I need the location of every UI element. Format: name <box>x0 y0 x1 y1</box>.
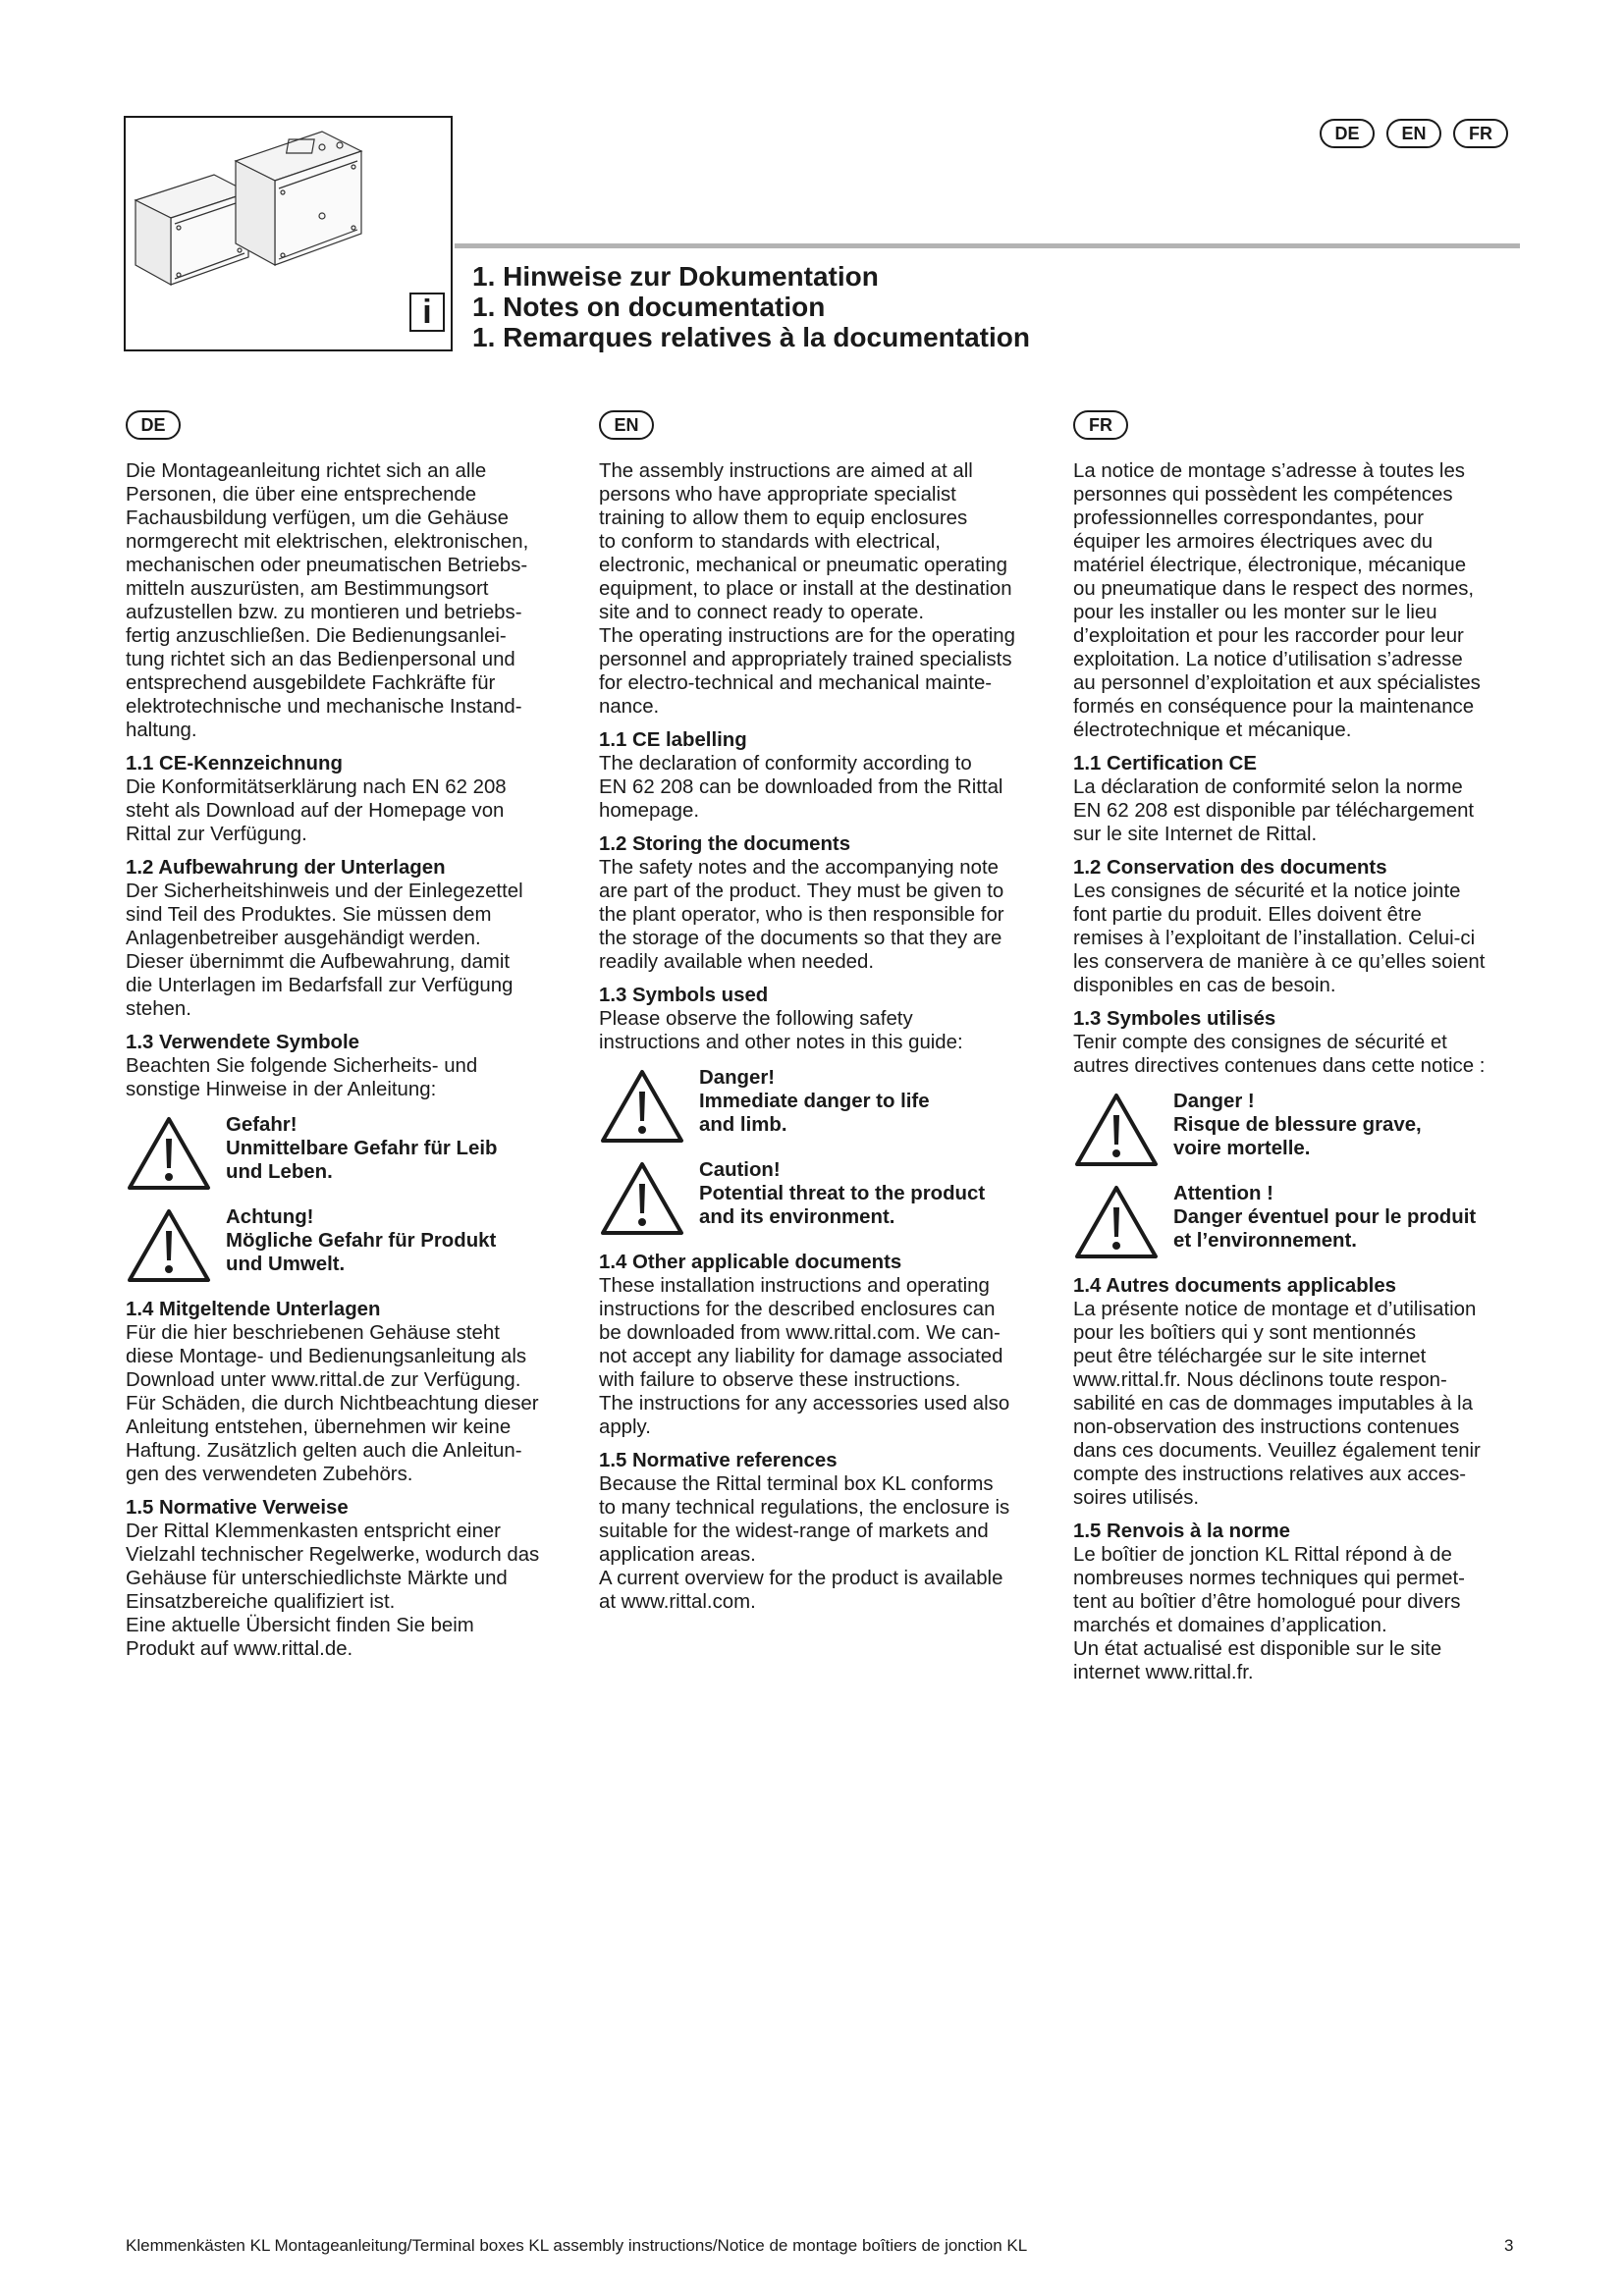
section-1-4-body-line: Haftung. Zusätzlich gelten auch die Anleitun- <box>126 1440 522 1462</box>
section-1-1-body-line: The declaration of conformity according to <box>599 753 972 774</box>
intro-paragraph-line: La notice de montage s’adresse à toutes les <box>1073 460 1466 482</box>
section-1-2-heading: 1.2 Conservation des documents <box>1073 857 1387 879</box>
intro-paragraph-line: mechanischen oder pneumatischen Betriebs- <box>126 555 528 576</box>
section-1-1-heading: 1.1 Certification CE <box>1073 753 1257 774</box>
intro-paragraph-line: to conform to standards with electrical, <box>599 531 941 553</box>
warning-triangle-icon <box>126 1207 212 1284</box>
section-1-4-body <box>126 1321 577 1486</box>
column-de <box>126 410 577 1661</box>
intro-paragraph-line: matériel électrique, électronique, mécanique <box>1073 555 1467 576</box>
section-1-3-body <box>1073 1031 1525 1078</box>
section-1-1-body-line: EN 62 208 est disponible par téléchargement <box>1073 800 1475 822</box>
intro-paragraph-line: nance. <box>599 696 660 718</box>
section-1-4-body-line: peut être téléchargée sur le site internet <box>1073 1346 1427 1367</box>
enclosure-drawing <box>126 118 451 349</box>
intro-paragraph-line: professionnelles correspondantes, pour <box>1073 507 1425 529</box>
footer-text: Klemmenkästen KL Montageanleitung/Terminal boxes KL assembly instructions/Notice de montage boîtiers de jonction KL <box>126 2236 1028 2255</box>
section-1-2-body-line: sind Teil des Produktes. Sie müssen dem <box>126 904 492 926</box>
caution-notice-line: et l’environnement. <box>1173 1230 1357 1252</box>
caution-notice-line: Potential threat to the product <box>699 1183 986 1204</box>
section-1-4-body <box>1073 1298 1525 1510</box>
section-1-3-body <box>599 1007 1051 1054</box>
intro-paragraph-line: aufzustellen bzw. zu montieren und betriebs- <box>126 602 522 623</box>
section-1-1-body-line: steht als Download auf der Homepage von <box>126 800 505 822</box>
intro-paragraph-line: equipment, to place or install at the destination <box>599 578 1012 600</box>
section-1-2-body-line: the storage of the documents so that they are <box>599 928 1002 949</box>
column-fr <box>1073 410 1525 1684</box>
section-1-5-body <box>1073 1543 1525 1684</box>
section-1-4-body-line: www.rittal.fr. Nous déclinons toute respon- <box>1073 1369 1447 1391</box>
intro-paragraph-line: d’exploitation et pour les raccorder pour leur <box>1073 625 1464 647</box>
section-1-2-body-line: font partie du produit. Elles doivent être <box>1073 904 1422 926</box>
section-1-4-body-line: Für die hier beschriebenen Gehäuse steht <box>126 1322 500 1344</box>
caution-notice-line: Attention ! <box>1173 1183 1273 1204</box>
intro-paragraph-line: Fachausbildung verfügen, um die Gehäuse <box>126 507 509 529</box>
caution-notice-line: Mögliche Gefahr für Produkt <box>226 1230 497 1252</box>
section-1-3-body-line: Tenir compte des consignes de sécurité et <box>1073 1032 1447 1053</box>
section-1-3-body-line: sonstige Hinweise in der Anleitung: <box>126 1079 437 1100</box>
intro-paragraph-line: electronic, mechanical or pneumatic operating <box>599 555 1007 576</box>
intro-paragraph-line: Die Montageanleitung richtet sich an alle <box>126 460 487 482</box>
intro-paragraph-line: ou pneumatique dans le respect des normes, <box>1073 578 1475 600</box>
danger-notice-line: Gefahr! <box>226 1114 298 1136</box>
danger-notice-line: und Leben. <box>226 1161 333 1183</box>
section-lang-badge: EN <box>599 410 654 440</box>
section-1-2-body-line: are part of the product. They must be given to <box>599 881 1004 902</box>
section-1-4-body-line: soires utilisés. <box>1073 1487 1200 1509</box>
intro-paragraph-line: The assembly instructions are aimed at all <box>599 460 973 482</box>
section-1-1-body-line: EN 62 208 can be downloaded from the Rittal <box>599 776 1003 798</box>
section-1-4-body-line: be downloaded from www.rittal.com. We can- <box>599 1322 1001 1344</box>
section-1-3-heading: 1.3 Verwendete Symbole <box>126 1032 359 1053</box>
intro-paragraph-line: au personnel d’exploitation et aux spécialistes <box>1073 672 1481 694</box>
caution-notice-text <box>1173 1182 1476 1253</box>
section-1-5-body-line: Einsatzbereiche qualifiziert ist. <box>126 1591 396 1613</box>
intro-paragraph-line: site and to connect ready to operate. <box>599 602 924 623</box>
section-1-2-body-line: Anlagenbetreiber ausgehändigt werden. <box>126 928 481 949</box>
danger-notice-text <box>1173 1090 1422 1160</box>
section-1-1-body <box>599 752 1051 823</box>
intro-paragraph <box>1073 459 1525 742</box>
intro-paragraph-line: mitteln auszurüsten, am Bestimmungsort <box>126 578 489 600</box>
section-1-1-heading: 1.1 CE labelling <box>599 729 747 751</box>
caution-notice-text <box>699 1158 985 1229</box>
section-1-2-body <box>599 856 1051 974</box>
section-1-5-body-line: suitable for the widest-range of markets and <box>599 1521 989 1542</box>
section-1-5-body-line: at www.rittal.com. <box>599 1591 756 1613</box>
intro-paragraph-line: entsprechend ausgebildete Fachkräfte für <box>126 672 496 694</box>
section-1-2-body <box>126 880 577 1021</box>
danger-notice-text <box>226 1113 497 1184</box>
intro-paragraph-line: électrotechnique et mécanique. <box>1073 720 1352 741</box>
section-1-3-body-line: autres directives contenues dans cette notice : <box>1073 1055 1486 1077</box>
section-1-3-heading: 1.3 Symboles utilisés <box>1073 1008 1276 1030</box>
warning-triangle-icon <box>599 1160 685 1237</box>
section-1-4-body-line: Für Schäden, die durch Nichtbeachtung dieser <box>126 1393 539 1415</box>
section-1-3-body-line: Please observe the following safety <box>599 1008 913 1030</box>
product-illustration-box <box>124 116 453 351</box>
intro-paragraph-line: formés en conséquence pour la maintenance <box>1073 696 1475 718</box>
danger-notice-line: voire mortelle. <box>1173 1138 1311 1159</box>
title-en: 1. Notes on documentation <box>472 292 826 322</box>
intro-paragraph-line: tung richtet sich an das Bedienpersonal und <box>126 649 515 670</box>
title-de: 1. Hinweise zur Dokumentation <box>472 261 879 292</box>
section-1-2-body-line: Les consignes de sécurité et la notice jointe <box>1073 881 1461 902</box>
section-1-5-heading: 1.5 Renvois à la norme <box>1073 1521 1290 1542</box>
title-rule <box>455 243 1520 248</box>
caution-notice-line: Caution! <box>699 1159 781 1181</box>
section-lang-badge: DE <box>126 410 181 440</box>
caution-notice-text <box>226 1205 496 1276</box>
section-1-4-body <box>599 1274 1051 1439</box>
section-1-2-body-line: disponibles en cas de besoin. <box>1073 975 1336 996</box>
lang-badge-fr: FR <box>1453 119 1508 148</box>
section-1-3-body-line: instructions and other notes in this guide: <box>599 1032 963 1053</box>
section-1-3-body-line: Beachten Sie folgende Sicherheits- und <box>126 1055 478 1077</box>
section-1-5-body-line: marchés et domaines d’application. <box>1073 1615 1387 1636</box>
section-1-4-heading: 1.4 Mitgeltende Unterlagen <box>126 1299 381 1320</box>
section-1-1-body-line: La déclaration de conformité selon la norme <box>1073 776 1463 798</box>
section-1-4-body-line: The instructions for any accessories used also <box>599 1393 1010 1415</box>
section-1-4-heading: 1.4 Autres documents applicables <box>1073 1275 1396 1297</box>
intro-paragraph-line: personnel and appropriately trained specialists <box>599 649 1012 670</box>
section-1-1-body-line: homepage. <box>599 800 700 822</box>
intro-paragraph-line: Personen, die über eine entsprechende <box>126 484 477 506</box>
intro-paragraph-line: exploitation. La notice d’utilisation s’adresse <box>1073 649 1463 670</box>
danger-notice-line: Risque de blessure grave, <box>1173 1114 1422 1136</box>
caution-notice <box>599 1158 1051 1237</box>
section-1-4-body-line: dans ces documents. Veuillez également tenir <box>1073 1440 1481 1462</box>
intro-paragraph-line: fertig anzuschließen. Die Bedienungsanlei- <box>126 625 507 647</box>
section-1-5-body-line: nombreuses normes techniques qui permet- <box>1073 1568 1465 1589</box>
intro-paragraph-line: The operating instructions are for the operating <box>599 625 1015 647</box>
danger-notice-line: and limb. <box>699 1114 787 1136</box>
info-icon: i <box>409 293 445 332</box>
section-1-5-heading: 1.5 Normative references <box>599 1450 838 1471</box>
section-1-5-body-line: Un état actualisé est disponible sur le site <box>1073 1638 1442 1660</box>
intro-paragraph <box>126 459 577 742</box>
section-1-5-body-line: to many technical regulations, the enclosure is <box>599 1497 1010 1519</box>
danger-notice-line: Immediate danger to life <box>699 1091 930 1112</box>
section-1-4-body-line: La présente notice de montage et d’utilisation <box>1073 1299 1477 1320</box>
danger-notice <box>1073 1090 1525 1168</box>
section-1-4-body-line: Download unter www.rittal.de zur Verfügung. <box>126 1369 521 1391</box>
section-1-5-body <box>599 1472 1051 1614</box>
section-1-4-body-line: non-observation des instructions contenues <box>1073 1416 1460 1438</box>
intro-paragraph-line: personnes qui possèdent les compétences <box>1073 484 1453 506</box>
intro-paragraph-line: normgerecht mit elektrischen, elektronischen, <box>126 531 529 553</box>
language-badges <box>1320 119 1508 148</box>
warning-triangle-icon <box>599 1068 685 1145</box>
section-1-2-body-line: die Unterlagen im Bedarfsfall zur Verfügung <box>126 975 514 996</box>
danger-notice-line: Unmittelbare Gefahr für Leib <box>226 1138 498 1159</box>
intro-paragraph-line: pour les installer ou les monter sur le lieu <box>1073 602 1437 623</box>
caution-notice-line: Achtung! <box>226 1206 314 1228</box>
section-lang-badge: FR <box>1073 410 1128 440</box>
intro-paragraph <box>599 459 1051 719</box>
section-1-4-body-line: pour les boîtiers qui y sont mentionnés <box>1073 1322 1417 1344</box>
section-1-4-body-line: These installation instructions and operating <box>599 1275 990 1297</box>
section-1-4-body-line: compte des instructions relatives aux acces- <box>1073 1464 1467 1485</box>
caution-notice-line: and its environment. <box>699 1206 895 1228</box>
section-1-5-body-line: Produkt auf www.rittal.de. <box>126 1638 353 1660</box>
section-1-5-body-line: Vielzahl technischer Regelwerke, wodurch das <box>126 1544 540 1566</box>
section-1-4-body-line: instructions for the described enclosures can <box>599 1299 996 1320</box>
section-1-5-body-line: tent au boîtier d’être homologué pour divers <box>1073 1591 1461 1613</box>
section-1-1-heading: 1.1 CE-Kennzeichnung <box>126 753 343 774</box>
section-1-5-body-line: Der Rittal Klemmenkasten entspricht einer <box>126 1521 501 1542</box>
section-1-4-body-line: Anleitung entstehen, übernehmen wir keine <box>126 1416 512 1438</box>
page-number: 3 <box>1504 2236 1514 2255</box>
caution-notice-line: und Umwelt. <box>226 1254 346 1275</box>
section-1-3-body <box>126 1054 577 1101</box>
section-1-4-body-line: not accept any liability for damage associated <box>599 1346 1003 1367</box>
section-1-1-body-line: sur le site Internet de Rittal. <box>1073 824 1318 845</box>
danger-notice <box>599 1066 1051 1145</box>
danger-notice-line: Danger! <box>699 1067 776 1089</box>
section-1-1-body <box>1073 775 1525 846</box>
section-1-5-body-line: internet www.rittal.fr. <box>1073 1662 1254 1683</box>
intro-paragraph-line: training to allow them to equip enclosures <box>599 507 968 529</box>
section-1-4-heading: 1.4 Other applicable documents <box>599 1252 902 1273</box>
section-1-2-heading: 1.2 Storing the documents <box>599 833 851 855</box>
section-1-2-body <box>1073 880 1525 997</box>
page-titles <box>472 261 1030 352</box>
caution-notice <box>1073 1182 1525 1260</box>
danger-notice <box>126 1113 577 1192</box>
column-en <box>599 410 1051 1614</box>
section-1-5-body <box>126 1520 577 1661</box>
lang-badge-en: EN <box>1386 119 1441 148</box>
section-1-5-body-line: Eine aktuelle Übersicht finden Sie beim <box>126 1615 474 1636</box>
intro-paragraph-line: elektrotechnische und mechanische Instand- <box>126 696 522 718</box>
section-1-5-body-line: Gehäuse für unterschiedlichste Märkte und <box>126 1568 508 1589</box>
section-1-5-heading: 1.5 Normative Verweise <box>126 1497 349 1519</box>
section-1-2-body-line: The safety notes and the accompanying note <box>599 857 999 879</box>
section-1-2-body-line: the plant operator, who is then responsible for <box>599 904 1004 926</box>
section-1-1-body-line: Rittal zur Verfügung. <box>126 824 307 845</box>
danger-notice-text <box>699 1066 930 1137</box>
warning-triangle-icon <box>126 1115 212 1192</box>
section-1-2-heading: 1.2 Aufbewahrung der Unterlagen <box>126 857 446 879</box>
section-1-2-body-line: readily available when needed. <box>599 951 875 973</box>
warning-triangle-icon <box>1073 1092 1160 1168</box>
section-1-4-body-line: gen des verwendeten Zubehörs. <box>126 1464 413 1485</box>
section-1-5-body-line: A current overview for the product is available <box>599 1568 1003 1589</box>
intro-paragraph-line: haltung. <box>126 720 197 741</box>
section-1-2-body-line: les conservera de manière à ce qu’elles soient <box>1073 951 1486 973</box>
section-1-3-heading: 1.3 Symbols used <box>599 985 769 1006</box>
lang-badge-de: DE <box>1320 119 1375 148</box>
section-1-1-body-line: Die Konformitätserklärung nach EN 62 208 <box>126 776 507 798</box>
section-1-4-body-line: diese Montage- und Bedienungsanleitung als <box>126 1346 527 1367</box>
section-1-4-body-line: sabilité en cas de dommages imputables à la <box>1073 1393 1473 1415</box>
intro-paragraph-line: for electro-technical and mechanical mainte- <box>599 672 993 694</box>
section-1-2-body-line: Dieser übernimmt die Aufbewahrung, damit <box>126 951 511 973</box>
title-fr: 1. Remarques relatives à la documentation <box>472 322 1030 352</box>
section-1-2-body-line: Der Sicherheitshinweis und der Einlegezettel <box>126 881 523 902</box>
danger-notice-line: Danger ! <box>1173 1091 1255 1112</box>
warning-triangle-icon <box>1073 1184 1160 1260</box>
caution-notice <box>126 1205 577 1284</box>
intro-paragraph-line: persons who have appropriate specialist <box>599 484 956 506</box>
section-1-5-body-line: Le boîtier de jonction KL Rittal répond à de <box>1073 1544 1452 1566</box>
section-1-1-body <box>126 775 577 846</box>
section-1-5-body-line: Because the Rittal terminal box KL conforms <box>599 1473 994 1495</box>
section-1-5-body-line: application areas. <box>599 1544 756 1566</box>
section-1-2-body-line: stehen. <box>126 998 191 1020</box>
caution-notice-line: Danger éventuel pour le produit <box>1173 1206 1477 1228</box>
intro-paragraph-line: équiper les armoires électriques avec du <box>1073 531 1434 553</box>
section-1-2-body-line: remises à l’exploitant de l’installation. Celui-ci <box>1073 928 1476 949</box>
section-1-4-body-line: apply. <box>599 1416 651 1438</box>
section-1-4-body-line: with failure to observe these instructions. <box>599 1369 961 1391</box>
